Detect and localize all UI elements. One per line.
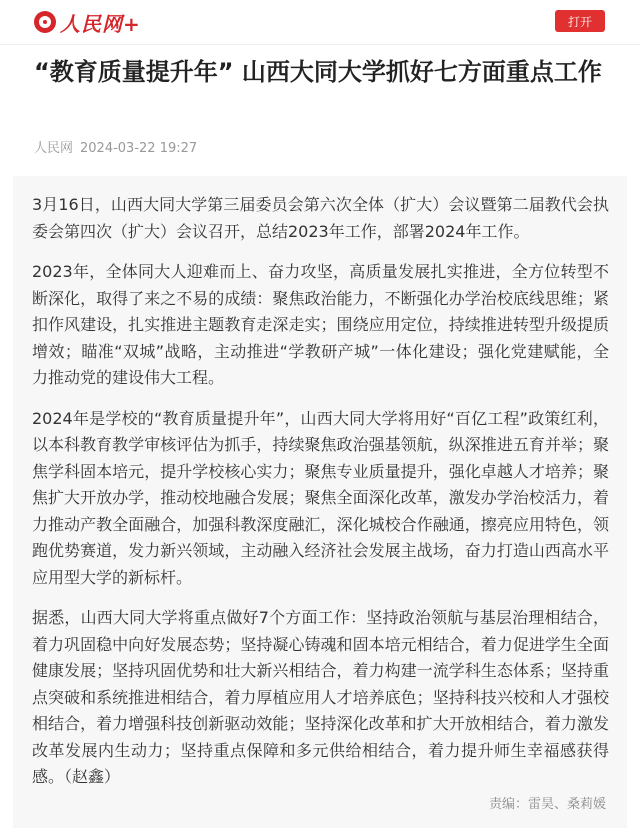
people-logo[interactable] xyxy=(34,9,141,35)
article-meta xyxy=(34,137,197,156)
paragraph: 3月16日，山西大同大学第三届委员会第六次全体（扩大）会议暨第二届教代会执委会第四次（扩大）会议召开，总结2023年工作，部署2024年工作。 xyxy=(32,195,609,241)
paragraph: 2023年，全体同大人迎难而上、奋力攻坚，高质量发展扎实推进，全方位转型不断深化，取得了来之不易的成绩：聚焦政治能力，不断强化办学治校底线思维；紧扣作风建设，扎实推进主题教育走深走实；围绕应用定位，持续推进转型升级提质增效；瞄准“双城”战略，主动推进“学教研产城”一体化建设；强化党建赋能，全力推动党的建设伟大工程。 xyxy=(32,262,609,387)
article-source: 人民网 xyxy=(34,141,74,156)
article-datetime: 2024-03-22 19:27 xyxy=(80,141,198,156)
open-app-button[interactable]: 打开 xyxy=(555,10,605,32)
editor-credit: 责编：雷昊、桑莉媛 xyxy=(488,797,606,812)
logo-text: 人民网+ xyxy=(60,11,141,36)
article-title: “教育质量提升年” 山西大同大学抓好七方面重点工作 xyxy=(34,58,602,86)
paragraph: 据悉，山西大同大学将重点做好7个方面工作：坚持政治领航与基层治理相结合，着力巩固稳中向好发展态势；坚持凝心铸魂和固本培元相结合，着力促进学生全面健康发展；坚持巩固优势和壮大新兴相结合，着力构建一流学科生态体系；坚持重点突破和系统推进相结合，着力厚植应用人才培养底色；坚持科技兴校和人才强校相结合，着力增强科技创新驱动效能；坚持深化改革和扩大开放相结合，着力激发改革发展内生动力；坚持重点保障和多元供给相结合，着力提升师生幸福感获得感。（赵鑫） xyxy=(32,608,609,786)
logo-icon xyxy=(34,11,56,33)
paragraph: 2024年是学校的“教育质量提升年”，山西大同大学将用好“百亿工程”政策红利，以本科教育教学审核评估为抓手，持续聚焦政治强基领航，纵深推进五育并举；聚焦学科固本培元，提升学校核心实力；聚焦专业质量提升，强化卓越人才培养；聚焦扩大开放办学，推动校地融合发展；聚焦全面深化改革，激发办学治校活力，着力推动产教全面融合，加强科教深度融汇，深化城校合作融通，擦亮应用特色，领跑优势赛道，发力新兴领域，主动融入经济社会发展主战场，奋力打造山西高水平应用型大学的新标杆。 xyxy=(32,408,609,587)
article-body xyxy=(32,192,609,805)
top-bar xyxy=(0,0,640,45)
